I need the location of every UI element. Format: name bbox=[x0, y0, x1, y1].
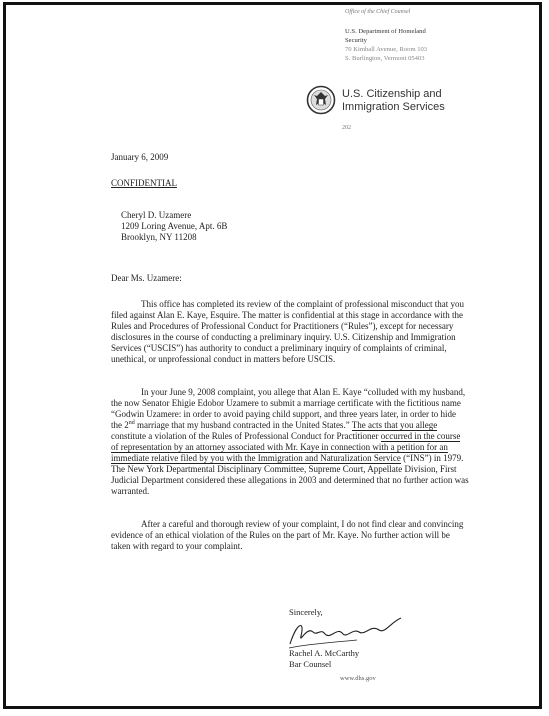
agency-line-1: U.S. Citizenship and bbox=[342, 88, 442, 100]
paragraph-3: After a careful and thorough review of your complaint, I do not find clear and convincing evidence of an ethical violation of the Rules on the part of Mr. Kaye. No further action will be taken with regard to your complaint. bbox=[111, 519, 464, 551]
dept-line-2: Security bbox=[345, 37, 367, 44]
recipient-street: 1209 Loring Avenue, Apt. 6B bbox=[121, 221, 228, 231]
letterhead-office: Office of the Chief Counsel bbox=[345, 9, 411, 15]
dhs-seal-logo bbox=[306, 85, 336, 115]
recipient-city: Brooklyn, NY 11208 bbox=[121, 232, 197, 242]
recipient-address bbox=[121, 210, 227, 243]
paragraph-2-part-a: In your June 9, 2008 complaint, you allege that Alan E. Kaye “colluded with my husband, the now Senator Ehigie Edobor Uzamere to submit a marriage certificate with the fictitious name “Godwin Uzamere: in order to avoid paying child support, and three years later, in order to hide the 2 bbox=[111, 387, 466, 430]
salutation: Dear Ms. Uzamere: bbox=[111, 273, 182, 283]
agency-line-2: Immigration Services bbox=[342, 101, 445, 113]
address-line-2: S. Burlington, Vermont 05403 bbox=[345, 55, 425, 62]
recipient-name: Cheryl D. Uzamere bbox=[121, 210, 192, 220]
paragraph-1: This office has completed its review of the complaint of professional misconduct that you filed against Alan E. Kaye, Esquire. The matter is confidential at this stage in accordance with the Rules and Procedures of Professional Conduct for Practitioners (“Rules”), except for necessary disclosures in the course of conducting a preliminary inquiry. U.S. Citizenship and Immigration Services (“USCIS”) has authority to conduct a preliminary inquiry of complaints of criminal, unethical, or unprofessional conduct in matters before USCIS. bbox=[111, 299, 465, 364]
signer-name: Rachel A. McCarthy bbox=[289, 648, 360, 658]
signer-block bbox=[289, 648, 359, 670]
underlined-phrase-2: occurred in the course of representation by an attorney associated with Mr. Kaye in connection with a petition for an immediate relative filed by you with the Immigration and Naturalization Service bbox=[111, 431, 461, 463]
agency-name bbox=[342, 88, 445, 114]
signer-title: Bar Counsel bbox=[289, 659, 332, 669]
underlined-phrase-1: The acts that you allege bbox=[351, 420, 438, 430]
address-line-1: 70 Kimball Avenue, Room 103 bbox=[345, 46, 428, 53]
dept-line-1: U.S. Department of Homeland bbox=[345, 28, 426, 35]
letterhead-department bbox=[345, 27, 465, 63]
ordinal-superscript: nd bbox=[128, 420, 135, 426]
confidential-label: CONFIDENTIAL bbox=[111, 178, 177, 188]
paragraph-2-part-b: marriage that my husband contracted in the United States.” bbox=[134, 420, 352, 430]
page-mark: 202 bbox=[342, 125, 351, 131]
paragraph-2-part-c: constitute a violation of the Rules of Professional Conduct for Practitioner bbox=[111, 431, 381, 441]
handwritten-signature bbox=[287, 614, 407, 650]
letter-date: January 6, 2009 bbox=[111, 152, 169, 162]
closing: Sincerely, bbox=[289, 607, 323, 617]
paragraph-2-part-d: (“INS”) in 1979. The New York Departmental Disciplinary Committee, Supreme Court, Appellate Division, First Judicial Department considered these allegations in 2003 and determined that no further action was warranted. bbox=[111, 453, 469, 496]
website: www.dhs.gov bbox=[340, 675, 376, 682]
paragraph-2 bbox=[111, 387, 469, 497]
